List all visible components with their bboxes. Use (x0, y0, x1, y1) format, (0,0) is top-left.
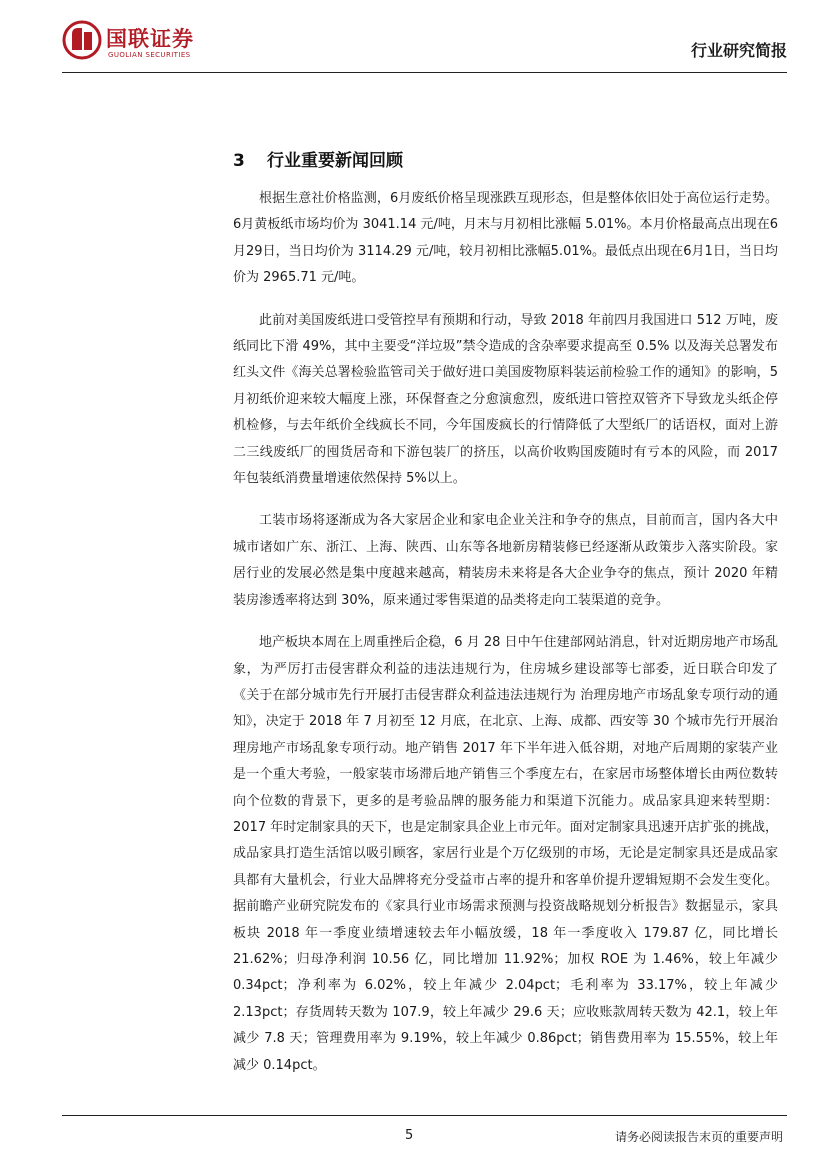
header-divider (62, 72, 787, 73)
page-header (0, 0, 827, 80)
section-title: 行业重要新闻回顾 (267, 151, 403, 171)
brand-name: 国联证券 (106, 27, 194, 51)
footer-disclaimer: 请务必阅读报告末页的重要声明 (614, 1130, 783, 1144)
paragraph-real-estate-furniture: 地产板块本周在上周重挫后企稳，6 月 28 日中午住建部网站消息，针对近期房地产市场乱象，为严厉打击侵害群众利益的违法违规行为，住房城乡建设部等七部委，近日联合印发了《关于在部分城市先行开展打击侵害群众利益违法违规行为 治理房地产市场乱象专项行动的通知》，决定于 2018 年 7 月初至 12 月底，在北京、上海、成都、西安等 30 个城市先行开展治理房地产市场乱象专项行动。地产销售 2017 年下半年进入低谷期，对地产后周期的家装产业是一个重大考验，一般家装市场滞后地产销售三个季度左右，在家居市场整体增长由两位数转向个位数的背景下，更多的是考验品牌的服务能力和渠道下沉能力。成品家具迎来转型期：2017 年时定制家具的天下，也是定制家具企业上市元年。面对定制家具迅速开店扩张的挑战，成品家具打造生活馆以吸引顾客，家居行业是个万亿级别的市场，无论是定制家具还是成品家具都有大量机会，行业大品牌将充分受益市占率的提升和客单价提升逻辑短期不会发生变化。据前瞻产业研究院发布的《家具行业市场需求预测与投资战略规划分析报告》数据显示，家具板块 2018 年一季度业绩增速较去年小幅放缓，18 年一季度收入 179.87 亿，同比增长 21.62%；归母净利润 10.56 亿，同比增加 11.92%；加权 ROE 为 1.46%，较上年减少 0.34pct；净利率为 6.02%，较上年减少 2.04pct；毛利率为 33.17%，较上年减少 2.13pct；存货周转天数为 107.9，较上年减少 29.6 天；应收账款周转天数为 42.1，较上年减少 7.8 天；管理费用率为 9.19%，较上年减少 0.86pct；销售费用率为 15.55%，较上年减少 0.14pct。 (233, 635, 778, 1073)
page-number: 5 (405, 1128, 414, 1143)
document-type: 行业研究简报 (690, 41, 787, 60)
section-heading (233, 146, 403, 171)
footer-divider (62, 1115, 787, 1116)
paragraph-import-control: 此前对美国废纸进口受管控早有预期和行动，导致 2018 年前四月我国进口 512 万吨，废纸同比下滑 49%，其中主要受“洋垃圾”禁令造成的含杂率要求提高至 0.5% 以及海关总署发布红头文件《海关总署检验监管司关于做好进口美国废物原料装运前检验工作的通知》的影响，5 月初纸价迎来较大幅度上涨，环保督查之分愈演愈烈，废纸进口管控双管齐下导致龙头纸企停机检修，与去年纸价全线疯长不同，今年国废疯长的行情降低了大型纸厂的话语权，面对上游二三线废纸厂的囤货居奇和下游包装厂的挤压，以高价收购国废随时有亏本的风险，而 2017 年包装纸消费量增速依然保持 5%以上。 (233, 312, 778, 487)
section-number: 3 (233, 151, 245, 171)
brand-name-english: GUOLIAN SECURITIES (108, 51, 191, 59)
paragraph-waste-paper-price: 根据生意社价格监测，6月废纸价格呈现涨跌互现形态，但是整体依旧处于高位运行走势。6月黄板纸市场均价为 3041.14 元/吨，月末与月初相比涨幅 5.01%。本月价格最高点出现在6月29日，当日均价为 3114.29 元/吨，较月初相比涨幅5.01%。最低点出现在6月1日，当日均价为 2965.71 元/吨。 (233, 191, 778, 286)
body-content (233, 186, 778, 1095)
paragraph-decoration-market: 工装市场将逐渐成为各大家居企业和家电企业关注和争夺的焦点，目前而言，国内各大中城市诸如广东、浙江、上海、陕西、山东等各地新房精装修已经逐渐从政策步入落实阶段。家居行业的发展必然是集中度越来越高，精装房未来将是各大企业争夺的焦点，预计 2020 年精装房渗透率将达到 30%，原来通过零售渠道的品类将走向工装渠道的竞争。 (233, 513, 778, 608)
guolian-logo-icon (62, 20, 102, 60)
